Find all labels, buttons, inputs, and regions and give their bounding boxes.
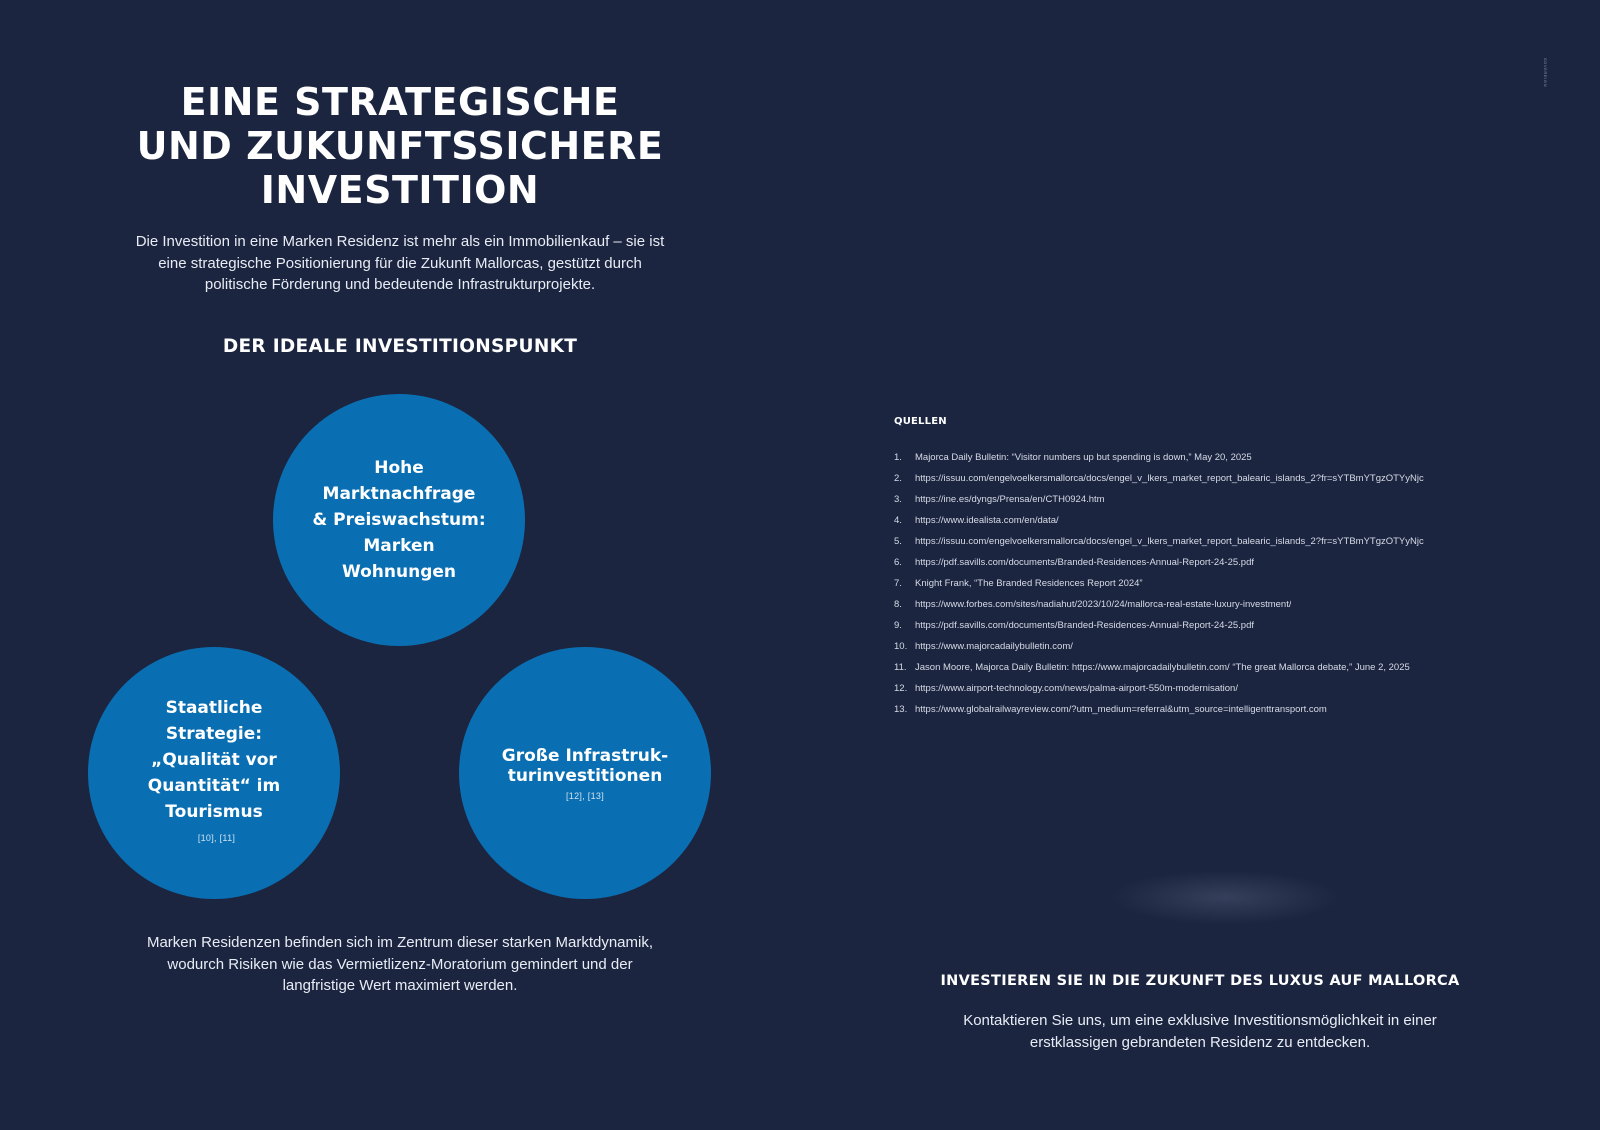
source-text: Jason Moore, Majorca Daily Bulletin: https://www.majorcadailybulletin.com/ “The great Mallorca debate,” June 2, 2025 (915, 662, 1410, 673)
circle-label-line: & Preiswachstum: (312, 510, 486, 530)
intro-paragraph: Die Investition in eine Marken Residenz ist mehr als ein Immobilienkauf – sie ist eine strategische Positionierung für die Zukunft Mallorcas, gestützt durch politische Förderung und bedeutende Infrastrukturprojekte. (135, 233, 665, 293)
source-text: Majorca Daily Bulletin: “Visitor numbers up but spending is down,” May 20, 2025 (915, 452, 1252, 463)
source-text: https://www.forbes.com/sites/nadiahut/2023/10/24/mallorca-real-estate-luxury-investment/ (915, 599, 1292, 610)
circle-label-line: „Qualität vor (151, 750, 277, 770)
source-item (894, 641, 1574, 662)
source-item (894, 704, 1574, 725)
source-text: https://www.globalrailwayreview.com/?utm_medium=referral&utm_source=intelligenttransport.com (915, 704, 1327, 715)
source-text: https://pdf.savills.com/documents/Branded-Residences-Annual-Report-24-25.pdf (915, 557, 1255, 568)
source-number: 4. (894, 515, 902, 526)
source-item (894, 599, 1574, 620)
source-item (894, 620, 1574, 641)
source-number: 7. (894, 578, 902, 589)
circle-label-line: Hohe (374, 458, 424, 478)
title-line: EINE STRATEGISCHE (180, 80, 620, 124)
vertical-brand-mark (1542, 50, 1550, 95)
source-item (894, 662, 1574, 683)
source-text: https://issuu.com/engelvoelkersmallorca/docs/engel_v_lkers_market_report_balearic_islands_2?fr=sYTBmYTgzOTYyNjc (915, 473, 1424, 484)
source-number: 1. (894, 452, 902, 463)
source-number: 6. (894, 557, 902, 568)
circle-label-text: Tourismus (165, 802, 263, 822)
circle-label-line: turinvestitionen (507, 765, 663, 786)
circle-label-line: Marken (363, 536, 435, 556)
cta-heading: INVESTIEREN SIE IN DIE ZUKUNFT DES LUXUS AUF MALLORCA (940, 973, 1460, 989)
circle-label-line: Marktnachfrage (322, 484, 476, 504)
citation: [12], [13] (565, 790, 605, 801)
circle-label-line: Große Infrastruk- (501, 745, 669, 766)
circle-infrastructure (459, 647, 711, 899)
source-number: 9. (894, 620, 902, 631)
title-line: INVESTITION (260, 168, 540, 212)
source-number: 12. (894, 683, 908, 694)
sources-list (894, 452, 1574, 725)
source-text: https://www.majorcadailybulletin.com/ (915, 641, 1073, 652)
source-text: Knight Frank, “The Branded Residences Report 2024” (915, 578, 1143, 589)
source-number: 5. (894, 536, 902, 547)
source-number: 13. (894, 704, 908, 715)
circle-label-line: Strategie: (165, 724, 263, 744)
circle-label-line: Quantität“ im (147, 776, 281, 796)
source-number: 11. (894, 662, 907, 673)
circle-label (502, 746, 668, 786)
source-item (894, 494, 1574, 515)
circle-state-strategy (88, 647, 340, 899)
cta-text: Kontaktieren Sie uns, um eine exklusive Investitionsmöglichkeit in einer erstklassigen gebrandeten Residenz zu entdecken. (963, 1012, 1437, 1051)
circle-label (312, 455, 485, 585)
right-page (800, 0, 1600, 1130)
source-text: https://ine.es/dyngs/Prensa/en/CTH0924.htm (915, 494, 1105, 505)
circle-label-line: Wohnungen (341, 562, 457, 582)
citation: [10], [11] (197, 833, 236, 843)
source-item (894, 536, 1574, 557)
source-item (894, 452, 1574, 473)
source-number: 2. (894, 473, 902, 484)
decorative-glow (1110, 870, 1340, 925)
source-item (894, 473, 1574, 494)
page-title (100, 80, 700, 212)
circle-label-line-last (148, 799, 280, 851)
section-heading: DER IDEALE INVESTITIONSPUNKT (222, 336, 578, 357)
source-text: https://issuu.com/engelvoelkersmallorca/docs/engel_v_lkers_market_report_balearic_islands_2?fr=sYTBmYTgzOTYyNjc (915, 536, 1424, 547)
source-item (894, 683, 1574, 704)
source-item (894, 578, 1574, 599)
source-text: https://pdf.savills.com/documents/Branded-Residences-Annual-Report-24-25.pdf (915, 620, 1255, 631)
circle-market-demand (273, 394, 525, 646)
sources-heading: QUELLEN (894, 416, 947, 427)
source-text: https://www.airport-technology.com/news/palma-airport-550m-modernisation/ (915, 683, 1238, 694)
circle-label (148, 695, 280, 851)
source-number: 10. (894, 641, 908, 652)
source-number: 8. (894, 599, 902, 610)
source-item (894, 515, 1574, 536)
closing-paragraph: Marken Residenzen befinden sich im Zentrum dieser starken Marktdynamik, wodurch Risiken wie das Vermietlizenz-Moratorium gemindert und der langfristige Wert maximiert werden. (146, 934, 654, 994)
title-line: UND ZUKUNFTSSICHERE (136, 124, 664, 168)
circle-label-line: Staatliche (165, 698, 263, 718)
source-text: https://www.idealista.com/en/data/ (915, 515, 1059, 526)
vertical-brand-text: SOVEREIGN (1543, 57, 1549, 88)
source-number: 3. (894, 494, 902, 505)
source-item (894, 557, 1574, 578)
